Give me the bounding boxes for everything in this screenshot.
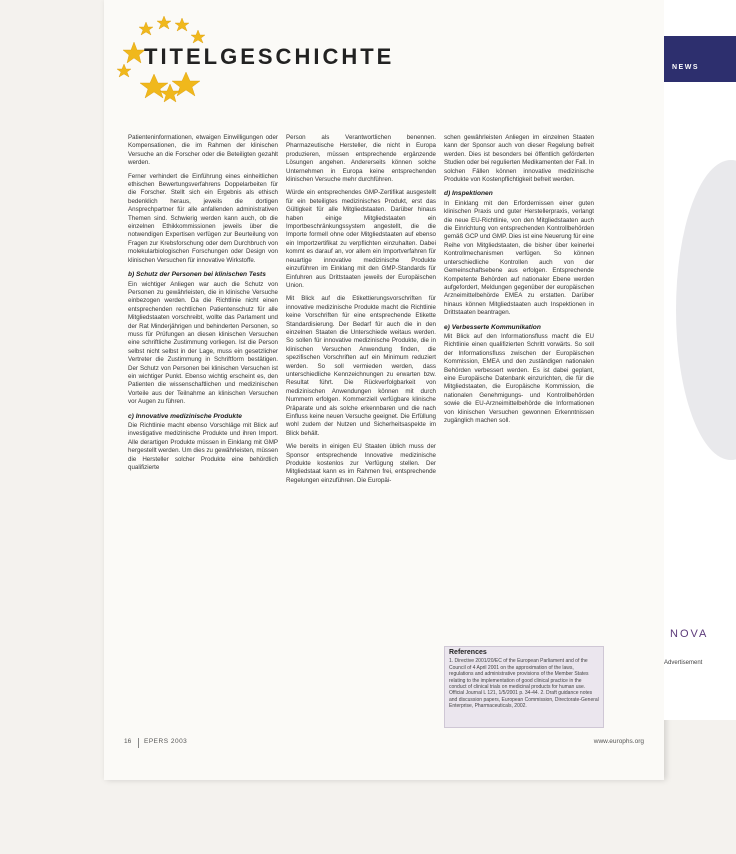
paragraph: Mit Blick auf den Informationsfluss macht die EU Richtlinie einen qualifizierten Schritt vorwärts. So soll der Informationsfluss zwischen der Europäischen Kommission, EMEA und den zuständigen nationalen Behörden verbessert werden. Es ist dabei geplant, eine Europäische Datenbank einzurichten, die für die Mitgliedstaaten, die Europäische Kommission, die nationalen Genehmigungs- und Kontrollbehörden sowie die EU-Arzneimittelbehörde die Informationen von klinischen Versuchen gewonnen Erkenntnissen zugänglich machen soll. — [444, 332, 594, 424]
paragraph: Mit Blick auf die Etikettierungsvorschriften für innovative medizinische Produkte macht die Richtlinie keine Vorschriften für eine entsprechende Etikette Standardisierung. Der Bedarf für auch die in den einzelnen Staaten die Unterschiede weitaus werden. So sollen für innovative medizinische Produkte, die in klinischen Versuchen Anwendung finden, die spezifischen Vorschriften auf ein Minimum reduziert werden. So soll vermieden werden, dass unterschiedliche Kennzeichnungen zu erwarten bzw. Resultat führt. Die Rückverfolgbarkeit von medizinischen Anwendungen können mit durch Nummern erfolgen. Kommerziell verfügbare klinische Präparate und als solche erkennbaren und die nach Einfluss keine neuen Versuche geeignet. Die Erfüllung wohl zudem der Nutzen und Sicherheitsaspekte im Blick behält. — [286, 295, 436, 437]
issue-label: EPERS 2003 — [144, 738, 188, 745]
star-icon — [175, 18, 189, 31]
star-icon — [123, 42, 145, 63]
article-page — [104, 0, 664, 780]
paragraph: Ein wichtiger Anliegen war auch die Schutz von Personen zu gewährleisten, die in klinische Versuche einbezogen werden. Da die Richtlinie nicht einen entsprechenden rechtlichen Patientenschutz für alle Mitgliedstaaten vorschreibt, wollte das Parlament und der Rat Minderjährigen und behinderten Personen, so muss für Prüfungen an diesen klinischen Versuchen eine schriftliche Zustimmung vorliegen. Ist die Person selbst nicht selbst in der Lage, muss ein gesetzlicher Vertreter die Zustimmung in Schriftform bestätigen. Der Schutz von Personen bei klinischen Versuchen ist ein wichtiger Punkt. Ebenso wichtig erscheint es, den Patienten die wissenschaftlichen und medizinischen Vorteile aus der Teilnahme an klinischen Versuchen vor Augen zu führen. — [128, 280, 278, 406]
paragraph: Würde ein entsprechendes GMP-Zertifikat ausgestellt für ein beteiligtes medizinisches Produkt, erst das Gültigkeit für alle Mitgliedstaaten. Darüber hinaus haben einige Mitgliedstaaten ein Importbeschränkungssystem angestellt, die die Importe formell ohne oder Mitgliedstaaten auf ebenso ein Importzertifikat zu verpflichten einzuhalten. Dabei kommt es darauf an, vor allem ein Importverfahren für neuartige innovative medizinische Produkte einzuführen im Einklang mit den GMP-Standards für Einfuhren aus Drittstaaten jeweils der Europäischen Union. — [286, 189, 436, 289]
references-heading: References — [449, 649, 487, 656]
website-link[interactable]: www.europhs.org — [593, 738, 644, 745]
page-footer — [124, 738, 644, 752]
paragraph: Ferner verhindert die Einführung eines einheitlichen ethischen Bewertungsverfahrens Doppelarbeiten für die Forscher. Stellt sich ein Ergebnis als ethisch bedenklich heraus, jeweils die dortigen Ansprechpartner für alle anfallenden administrativen Themen sind. Schwierig werden kann auch, ob die einzelnen Ethikkommissionen jeweils über die notwendigen Expertisen verfügen zur Beurteilung von Fragen zur Krebsforschung oder dem Durchbruch von molekularbiologischen Forschungen oder Design von klinischen Versuchen für innovative Wirkstoffe. — [128, 172, 278, 264]
paragraph: Die Richtlinie macht ebenso Vorschläge mit Blick auf investigative medizinische Produkte und ihren Import. Alle derartigen Produkte müssen in Einklang mit GMP hergestellt werden. Um dies zu gewährleisten, müssen die Hersteller solcher Produkte eine behördlich qualifizierte — [128, 422, 278, 472]
subheading: b) Schutz der Personen bei klinischen Tests — [128, 271, 266, 279]
references-text: 1. Directive 2001/20/EC of the European Parliament and of the Council of 4 April 2001 on the approximation of the laws, regulations and administrative provisions of the Member States relating to the implementation of good clinical practice in the conduct of clinical trials on medicinal products for human use. Official Journal L 121, 1/5/2001 p. 34-44. 2. Draft guidance notes and discussion papers, European Commission, Directorate-General Enterprise, Pharmaceuticals, 2002. — [449, 658, 599, 710]
paragraph: schen gewährleisten Anliegen im einzelnen Staaten kann der Sponsor auch von dieser Regelung befreit werden. Dies ist besonders bei öffentlich geförderten Studien oder bei regulierten Medikamenten der Fall. In solchen Fällen können innovative medizinische Produkte von Kostenpflichtigkeit befreit werden. — [444, 134, 594, 184]
star-icon — [139, 22, 153, 35]
facing-page-band: NEWS — [664, 36, 736, 82]
ad-caption: Advertisement — [664, 660, 703, 666]
text-column-2 — [286, 134, 436, 490]
product-image — [676, 160, 736, 460]
paragraph: Wie bereits in einigen EU Staaten üblich muss der Sponsor entsprechende Innovative medizinische Produkte kostenlos zur Verfügung stellen. Der Mitgliedstaat kann es im Rahmen frei, entsprechende Regelungen einzuführen. Die Europäi- — [286, 443, 436, 484]
subheading: d) Inspektionen — [444, 190, 493, 198]
text-column-3 — [444, 134, 594, 430]
facing-page — [664, 0, 736, 720]
star-icon — [191, 30, 205, 43]
text-column-1 — [128, 134, 278, 477]
star-icon — [140, 74, 168, 98]
paragraph: In Einklang mit den Erfordernissen einer guten klinischen Praxis und guter Herstellerpraxis, verlangt die neue EU-Richtlinie, von den Mitgliedstaaten auch die Einrichtung von entsprechenden Kontrollbehörden gemäß GCP und GMP. Dies ist eine Neuerung für eine Reihe von Mitgliedstaaten, die bisher über keinerlei Kontrollmechanismen verfügen. So können unterschiedliche Kontrollen auch von der Gemeinschaftsebene aus erfolgen. Entsprechende Kompetente Behörden auf nationaler Ebene werden aufgefordert, Meldungen gegenüber der europäischen Arzneimittelbehörde EMEA zu erstatten. Darüber hinaus können Mitgliedstaaten auch Inspektionen in Drittstaaten beantragen. — [444, 199, 594, 317]
paragraph: Patienteninformationen, etwaigen Einwilligungen oder Kompensationen, die im Rahmen der klinischen Versuche an die Forscher oder die Beteiligten gezahlt werden. — [128, 134, 278, 167]
star-icon — [157, 16, 171, 29]
section-title: TITELGESCHICHTE — [144, 44, 395, 69]
page-number: 16 — [124, 738, 132, 745]
paragraph: Person als Verantwortlichen benennen. Pharmazeutische Hersteller, die nicht in Europa produzieren, müssen entsprechende ergänzende Lösungen angehen. Andererseits können solche Unternehmen in Europa keine entsprechenden klinischen Versuche mehr durchführen. — [286, 134, 436, 184]
footer-divider — [138, 738, 139, 748]
references-box — [444, 646, 604, 728]
subheading: c) Innovative medizinische Produkte — [128, 412, 242, 420]
star-icon — [117, 64, 131, 77]
brand-logo: NOVA — [670, 628, 709, 640]
subheading: e) Verbesserte Kommunikation — [444, 323, 541, 331]
